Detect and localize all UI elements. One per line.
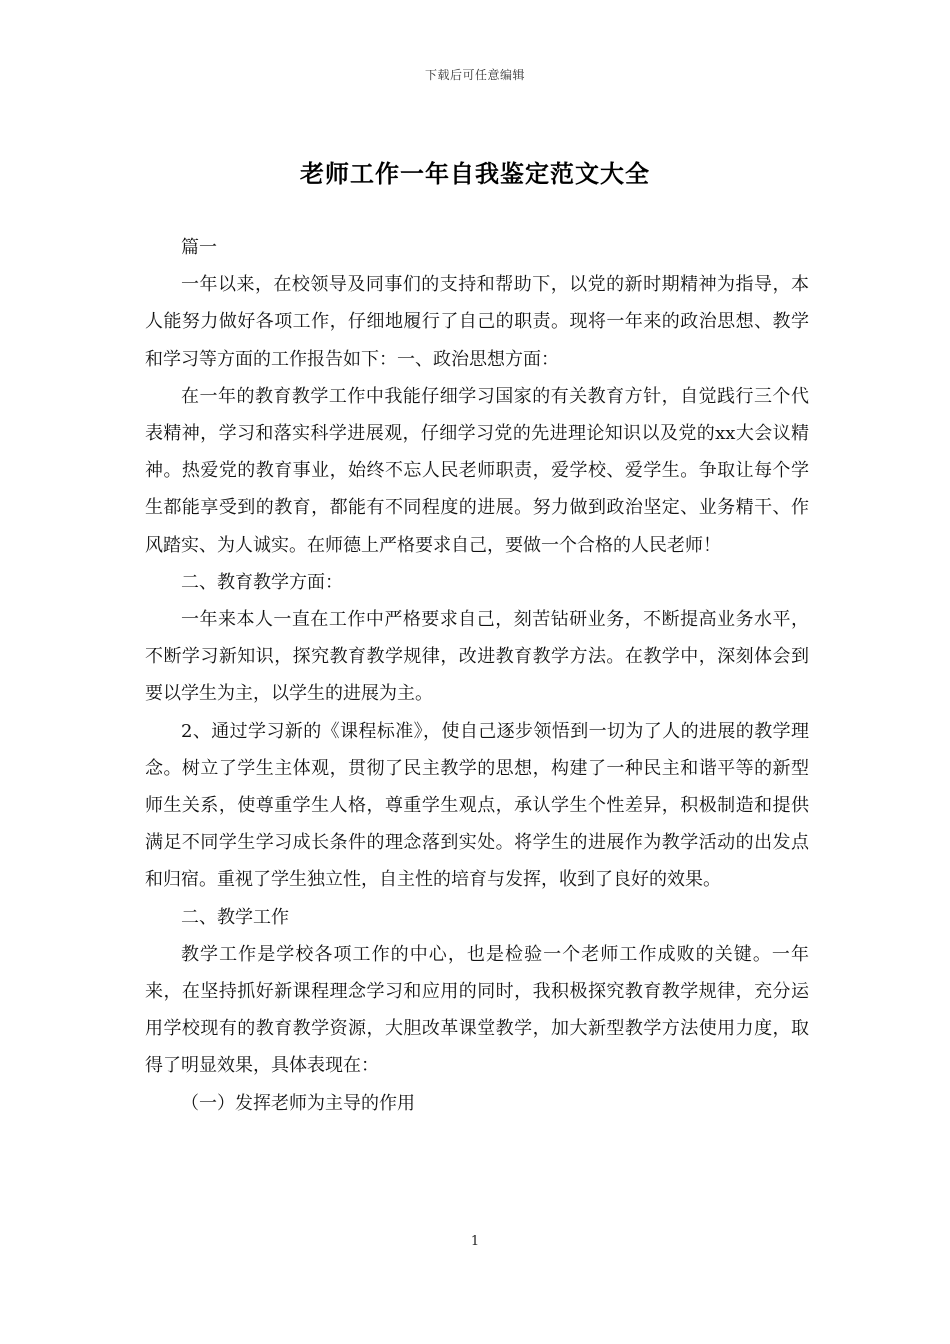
paragraph-intro: 一年以来，在校领导及同事们的支持和帮助下，以党的新时期精神为指导，本人能努力做好各项工作，仔细地履行了自己的职责。现将一年来的政治思想、教学和学习等方面的工作报告如下：一、政治思想方面：	[145, 274, 809, 370]
paragraph-heading-education: 二、教育教学方面：	[181, 571, 343, 593]
document-body	[145, 229, 809, 1122]
paragraph-subheading-role: （一）发挥老师为主导的作用	[181, 1092, 415, 1114]
page-number: 1	[470, 1234, 480, 1249]
paragraph-political: 在一年的教育教学工作中我能仔细学习国家的有关教育方针，自觉践行三个代表精神，学习和落实科学进展观，仔细学习党的先进理论知识以及党的xx大会议精神。热爱党的教育事业，始终不忘人民老师职责，爱学校、爱学生。争取让每个学生都能享受到的教育，都能有不同程度的进展。努力做到政治坚定、业务精干、作风踏实、为人诚实。在师德上严格要求自己，要做一个合格的人民老师！	[145, 385, 809, 556]
paragraph-heading-teaching: 二、教学工作	[181, 906, 289, 928]
document-title: 老师工作一年自我鉴定范文大全	[300, 159, 650, 188]
header-note: 下载后可任意编辑	[424, 68, 525, 82]
paragraph-education: 一年来本人一直在工作中严格要求自己，刻苦钻研业务，不断提高业务水平，不断学习新知识，探究教育教学规律，改进教育教学方法。在教学中，深刻体会到要以学生为主，以学生的进展为主。	[145, 609, 809, 705]
paragraph-teaching: 教学工作是学校各项工作的中心，也是检验一个老师工作成败的关键。一年来，在坚持抓好新课程理念学习和应用的同时，我积极探究教育教学规律，充分运用学校现有的教育教学资源，大胆改革课堂教学，加大新型教学方法使用力度，取得了明显效果，具体表现在：	[145, 943, 809, 1077]
paragraph-section-label: 篇一	[181, 237, 217, 258]
paragraph-curriculum: 2、通过学习新的《课程标准》，使自己逐步领悟到一切为了人的进展的教学理念。树立了学生主体观，贯彻了民主教学的思想，构建了一种民主和谐平等的新型师生关系，使尊重学生人格，尊重学生观点，承认学生个性差异，积极制造和提供满足不同学生学习成长条件的理念落到实处。将学生的进展作为教学活动的出发点和归宿。重视了学生独立性，自主性的培育与发挥，收到了良好的效果。	[145, 720, 809, 891]
